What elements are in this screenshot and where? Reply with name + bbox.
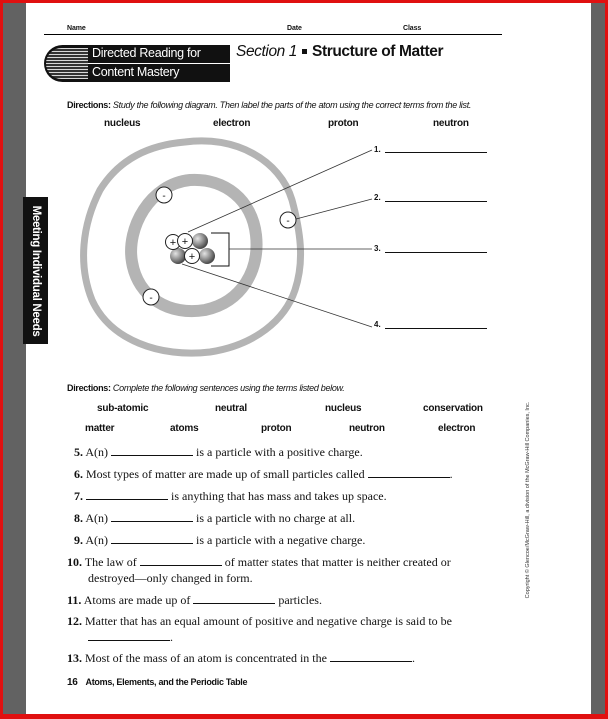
side-tab-label: Meeting Individual Needs — [29, 205, 42, 336]
term-proton: proton — [261, 423, 292, 434]
electron-icon — [143, 289, 159, 305]
copyright-notice: Copyright © Glencoe/McGraw-Hill, a division of the McGraw-Hill Companies, Inc. — [525, 401, 531, 599]
term-nucleus: nucleus — [325, 403, 362, 414]
answer-blank[interactable] — [111, 445, 193, 456]
answer-blank[interactable] — [330, 651, 412, 662]
label-3-blank[interactable] — [385, 252, 487, 253]
electron-icon — [280, 212, 296, 228]
directions-text: Study the following diagram. Then label the parts of the atom using the correct terms from the list. — [112, 100, 472, 110]
term-electron: electron — [213, 118, 251, 129]
question-10: 10. The law of of matter states that matter is neither created or — [67, 555, 451, 569]
page-number: 16 — [67, 677, 78, 688]
term-neutral: neutral — [215, 403, 247, 414]
label-4-blank[interactable] — [385, 328, 487, 329]
question-10-line2: destroyed—only changed in form. — [88, 571, 253, 585]
label-3-number: 3. — [374, 244, 381, 253]
page-footer — [67, 677, 247, 688]
question-9: 9. A(n) is a particle with a negative charge. — [74, 533, 366, 547]
directions-label: Directions: — [67, 100, 111, 110]
answer-blank[interactable] — [111, 511, 193, 522]
term-neutron: neutron — [433, 118, 469, 129]
banner-line2: Content Mastery — [92, 65, 180, 79]
question-11: 11. Atoms are made up of particles. — [67, 593, 322, 607]
question-12-line2: . — [88, 630, 173, 645]
label-4-number: 4. — [374, 320, 381, 329]
question-5: 5. A(n) is a particle with a positive charge. — [74, 445, 363, 459]
directions-text: Complete the following sentences using the terms listed below. — [112, 383, 345, 393]
term-matter: matter — [85, 423, 115, 434]
answer-blank[interactable] — [111, 533, 193, 544]
answer-blank[interactable] — [193, 593, 275, 604]
directions-label: Directions: — [67, 383, 111, 393]
section-title: Structure of Matter — [312, 43, 444, 60]
term-conservation: conservation — [423, 403, 483, 414]
banner-line1: Directed Reading for — [92, 46, 201, 60]
name-label: Name — [67, 25, 86, 32]
question-12: 12. Matter that has an equal amount of positive and negative charge is said to be — [67, 614, 453, 628]
svg-text:-: - — [162, 191, 166, 202]
answer-blank[interactable] — [140, 555, 222, 566]
date-label: Date — [287, 25, 302, 32]
answer-blank[interactable] — [368, 467, 450, 478]
outer-orbit — [84, 141, 301, 353]
label-2-number: 2. — [374, 193, 381, 202]
answer-blank[interactable] — [86, 489, 168, 500]
term-nucleus: nucleus — [104, 118, 141, 129]
svg-text:-: - — [286, 216, 290, 227]
label-2-blank[interactable] — [385, 201, 487, 202]
svg-text:+: + — [169, 237, 177, 249]
answer-blank[interactable] — [88, 630, 170, 641]
nucleus-icon — [166, 233, 216, 264]
term-neutron: neutron — [349, 423, 385, 434]
label-1-number: 1. — [374, 145, 381, 154]
question-13: 13. Most of the mass of an atom is concentrated in the . — [67, 651, 415, 665]
section-label: Section 1 — [236, 43, 298, 60]
term-electron: electron — [438, 423, 476, 434]
label-1-blank[interactable] — [385, 152, 487, 153]
electron-icon — [156, 187, 172, 203]
term-proton: proton — [328, 118, 359, 129]
question-6: 6. Most types of matter are made up of small particles called . — [74, 467, 453, 481]
question-8: 8. A(n) is a particle with no charge at all. — [74, 511, 356, 525]
svg-text:+: + — [188, 251, 196, 263]
term-atoms: atoms — [170, 423, 199, 434]
book-title: Atoms, Elements, and the Periodic Table — [85, 677, 248, 687]
term-sub-atomic: sub-atomic — [97, 403, 149, 414]
svg-text:-: - — [149, 293, 153, 304]
directions-part2 — [67, 383, 344, 393]
class-label: Class — [403, 25, 422, 32]
question-7: 7. is anything that has mass and takes up space. — [74, 489, 387, 503]
svg-text:+: + — [181, 236, 189, 248]
